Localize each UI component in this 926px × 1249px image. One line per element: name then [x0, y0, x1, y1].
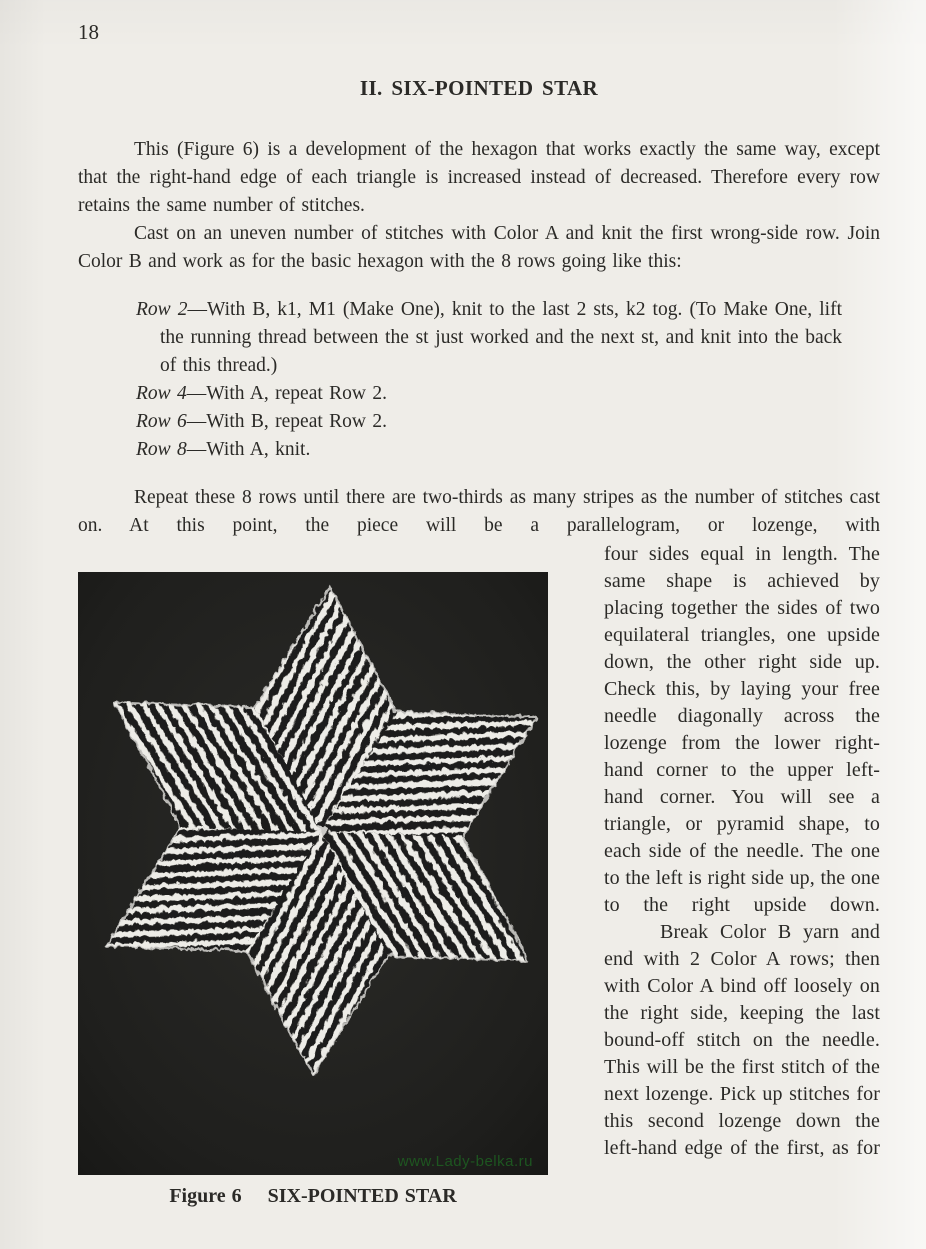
row-instruction-8 [136, 436, 880, 464]
row-instruction-text: —With A, repeat Row 2. [186, 383, 387, 404]
star-center-knot [315, 825, 326, 836]
row-instruction-6 [136, 408, 880, 436]
section-title: II. SIX-POINTED STAR [359, 76, 599, 100]
row-instruction-label: Row 8 [136, 439, 187, 460]
paragraph-repeat: Repeat these 8 rows until there are two-thirds as many stripes as the number of stitches cast on. At this point, the piece will be a parallelogram, or lozenge, with [78, 487, 880, 536]
column-paragraph-continuation: four sides equal in length. The same shape is achieved by placing together the sides of two equilateral triangles, one upside down, the other right side up. Check this, by laying your free needle diagonally across the lozenge from the lower right-hand corner to the upper left-hand corner. You will see a triangle, or pyramid shape, to each side of the needle. The one to the left is right side up, the one to the right upside down. [604, 543, 880, 916]
figure-caption [78, 1183, 548, 1209]
figure-block [78, 540, 548, 1209]
row-instruction-text: —With B, repeat Row 2. [186, 411, 387, 432]
row-instruction-2 [136, 296, 880, 380]
figure-caption-title: SIX-POINTED STAR [267, 1185, 457, 1207]
page-number: 18 [78, 20, 99, 44]
row-instruction-label: Row 6 [136, 411, 187, 432]
figure-caption-label: Figure 6 [169, 1185, 242, 1207]
row-instruction-text: —With B, k1, M1 (Make One), knit to the last 2 sts, k2 tog. (To Make One, lift the running thread between the st just worked and the next st, and knit into the back of this thread.) [160, 299, 842, 376]
paragraph-cast-on: Cast on an uneven number of stitches with Color A and knit the first wrong-side row. Join Color B and work as for the basic hexagon with the 8 rows going like this: [78, 223, 880, 272]
right-text-column [604, 541, 880, 1162]
row-instructions-list [136, 296, 880, 464]
row-instruction-label: Row 4 [136, 383, 187, 404]
row-instruction-text: —With A, knit. [186, 439, 311, 460]
photo-watermark: www.Lady-belka.ru [397, 1153, 533, 1170]
figure-photo [78, 572, 548, 1175]
paragraph-intro: This (Figure 6) is a development of the hexagon that works exactly the same way, except that the right-hand edge of each triangle is increased instead of decreased. Therefore every row retains the same number of stitches. [78, 139, 880, 216]
row-instruction-4 [136, 380, 880, 408]
column-paragraph-break-yarn: Break Color B yarn and end with 2 Color A rows; then with Color A bind off loosely on the right side, keeping the last bound-off stitch on the needle. This will be the first stitch of the next lozenge. Pick up stitches for this second lozenge down the left-hand edge of the first, as for [604, 921, 880, 1159]
figure-and-column-row [78, 540, 880, 1209]
row-instruction-label: Row 2 [136, 299, 188, 320]
